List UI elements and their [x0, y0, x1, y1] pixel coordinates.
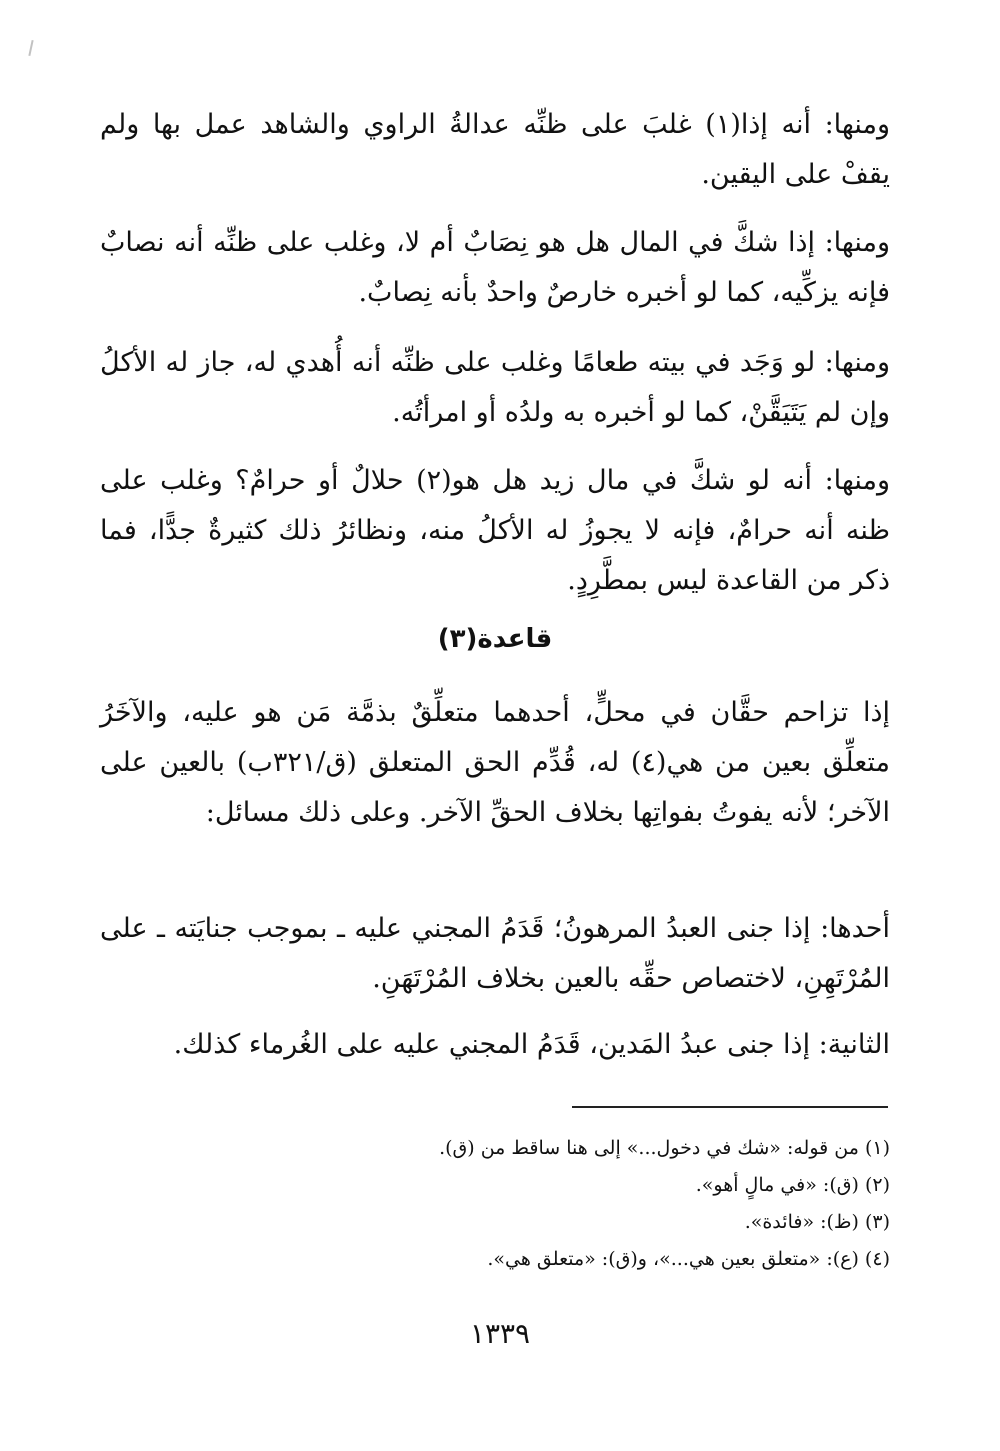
footnote-divider — [572, 1106, 888, 1108]
footnote-3: (٣) (ظ): «فائدة». — [744, 1211, 890, 1233]
paragraph-4: ومنها: أنه لو شكَّ في مال زيد هل هو(٢) حلالٌ أو حرامٌ؟ وغلب على ظنه أنه حرامٌ، فإنه لا يجوزُ له الأكلُ منه، ونظائرُ ذلك كثيرةٌ جدًّا، فما ذكر من القاعدة ليس بمطَّرِدٍ. — [100, 465, 890, 596]
paragraph — [100, 218, 890, 318]
paragraph — [100, 338, 890, 438]
section-paragraph-2: أحدها: إذا جنى العبدُ المرهونُ؛ قَدَمُ المجني عليه ـ بموجب جنايَته ـ على المُرْتَهِنِ، لاختصاص حقِّه بالعين بخلاف المُرْتَهَنِ. — [100, 913, 890, 994]
section-paragraph-3: الثانية: إذا جنى عبدُ المَدين، قَدَمُ المجني عليه على الغُرماء كذلك. — [173, 1029, 890, 1060]
paragraph — [100, 904, 890, 1004]
paragraph — [100, 100, 890, 200]
footnote-2: (٢) (ق): «في مالٍ أهو». — [695, 1174, 890, 1196]
section-heading: قاعدة(٣) — [437, 624, 553, 654]
scan-artifact — [28, 40, 33, 56]
footnote-4: (٤) (ع): «متعلق بعين هي...»، و(ق): «متعلق هي». — [487, 1248, 890, 1270]
section-paragraph-1: إذا تزاحم حقَّان في محلٍّ، أحدهما متعلِّقٌ بذمَّة مَن هو عليه، والآخَرُ متعلِّق بعين من هي(٤) له، قُدِّم الحق المتعلق (ق/٣٢١ب) بالعين على الآخر؛ لأنه يفوتُ بفواتِها بخلاف الحقِّ الآخر. وعلى ذلك مسائل: — [100, 697, 890, 828]
footnote-1: (١) من قوله: «شك في دخول...» إلى هنا ساقط من (ق). — [439, 1137, 890, 1159]
paragraph — [100, 1020, 890, 1070]
footnotes — [300, 1130, 890, 1278]
paragraph — [100, 688, 890, 838]
page-number: ١٣٣٩ — [469, 1317, 531, 1350]
paragraph — [100, 456, 890, 606]
paragraph-3: ومنها: لو وَجَد في بيته طعامًا وغلب على ظنِّه أنه أُهدي له، جاز له الأكلُ وإن لم يَتَيَقَّنْ، كما لو أخبره به ولدُه أو امرأتُه. — [100, 347, 890, 428]
paragraph-2: ومنها: إذا شكَّ في المال هل هو نِصَابٌ أم لا، وغلب على ظنِّه أنه نصابٌ فإنه يزكِّيه، كما لو أخبره خارصٌ واحدٌ بأنه نِصابٌ. — [100, 227, 890, 308]
paragraph-1: ومنها: أنه إذا(١) غلبَ على ظنِّه عدالةُ الراوي والشاهد عمل بها ولم يقفْ على اليقين. — [100, 109, 890, 190]
